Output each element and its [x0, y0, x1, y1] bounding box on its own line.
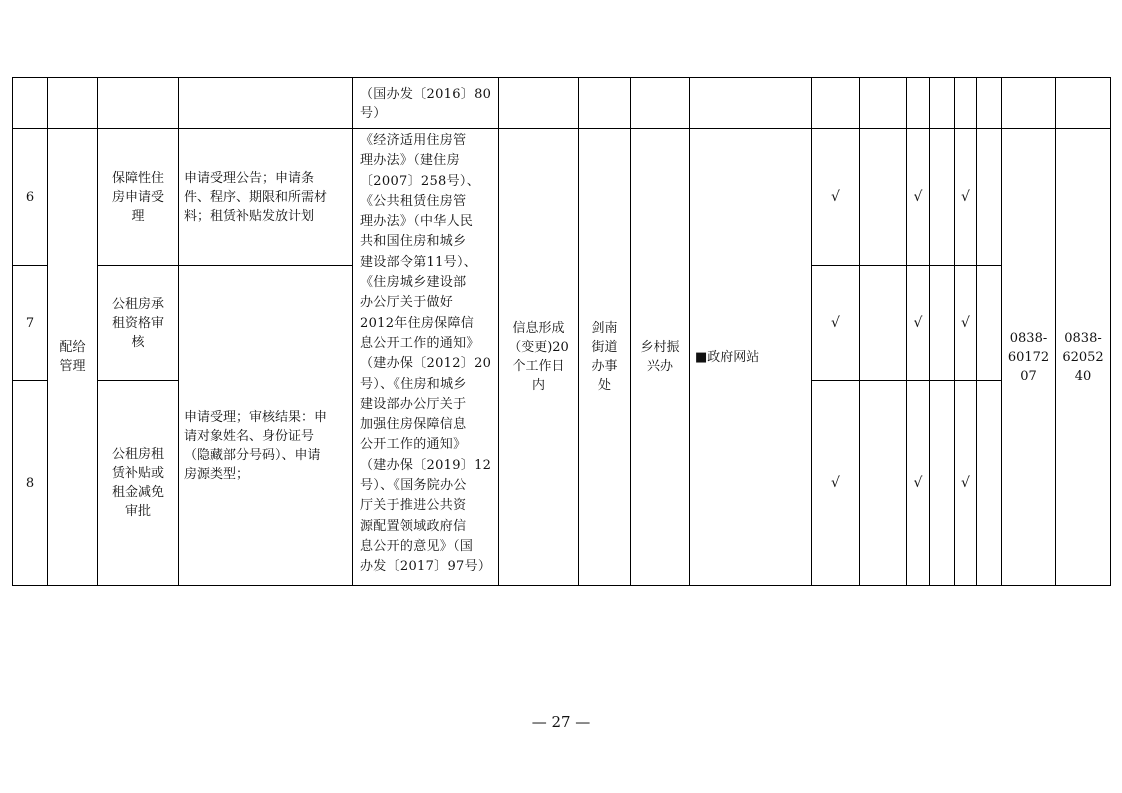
- row-7-blank-3: [977, 266, 1002, 381]
- cell-r0-category: [48, 78, 98, 129]
- cell-r0-basis: （国办发〔2016〕80 号）: [353, 78, 499, 129]
- row-8-check-1: √: [812, 381, 860, 586]
- cell-r0-channel: [690, 78, 812, 129]
- cell-r0-responsible: [631, 78, 690, 129]
- cell-r0-c6: [977, 78, 1002, 129]
- legal-basis-cell: 《经济适用住房管 理办法》（建住房 〔2007〕258号）、 《公共租赁住房管 理办法》（中华人民 共和国住房和城乡 建设部令第11号）、 《住房城乡建设部 办公厅关于做好 2012年住房保障信 息公开工作的通知》 （建办保〔2012〕20 号）、《住房和城乡 建设部办公厅关于 加强住房保障信息 公开工作的通知》 （建办保〔2019〕12 号）、《国务院办公 厅关于推进公共资 源配置领域政府信 息公开的意见》（国 办发〔2017〕97号）: [353, 129, 499, 586]
- row-8-check-2: √: [907, 381, 930, 586]
- phone-1-cell: 0838- 60172 07: [1002, 129, 1056, 586]
- row-7-check-2: √: [907, 266, 930, 381]
- row-7-blank-2: [930, 266, 955, 381]
- row-8-blank-1: [860, 381, 907, 586]
- row-6-check-2: √: [907, 129, 930, 266]
- row-7-check-3: √: [955, 266, 977, 381]
- responsible-dept-cell: 乡村振 兴办: [631, 129, 690, 586]
- cell-r0-c4: [930, 78, 955, 129]
- cell-r0-subject: [579, 78, 631, 129]
- category-cell: 配给 管理: [48, 129, 98, 586]
- cell-r0-content: [179, 78, 353, 129]
- row-8-item: 公租房租 赁补贴或 租金减免 审批: [98, 381, 179, 586]
- disclosure-table: [12, 77, 1111, 586]
- cell-r0-c1: [812, 78, 860, 129]
- row-8-blank-2: [930, 381, 955, 586]
- row-7-check-1: √: [812, 266, 860, 381]
- cell-r0-item: [98, 78, 179, 129]
- cell-r0-no: [13, 78, 48, 129]
- row-6-number: 6: [13, 129, 48, 266]
- row-6-blank-3: [977, 129, 1002, 266]
- cell-r0-phone2: [1056, 78, 1111, 129]
- row-8-number: 8: [13, 381, 48, 586]
- row-7-blank-1: [860, 266, 907, 381]
- row-8-check-3: √: [955, 381, 977, 586]
- row-6-blank-2: [930, 129, 955, 266]
- row-7-number: 7: [13, 266, 48, 381]
- cell-r0-c3: [907, 78, 930, 129]
- row-7-item: 公租房承 租资格审 核: [98, 266, 179, 381]
- row-6-blank-1: [860, 129, 907, 266]
- row-8-blank-3: [977, 381, 1002, 586]
- cell-r0-c2: [860, 78, 907, 129]
- cell-r0-phone1: [1002, 78, 1056, 129]
- disclosure-subject-cell: 剑南 街道 办事 处: [579, 129, 631, 586]
- row-6-check-1: √: [812, 129, 860, 266]
- cell-r0-c5: [955, 78, 977, 129]
- phone-2-cell: 0838- 62052 40: [1056, 129, 1111, 586]
- row-6-check-3: √: [955, 129, 977, 266]
- disclosure-channel-cell: ■政府网站: [690, 129, 812, 586]
- time-limit-cell: 信息形成 （变更)20 个工作日 内: [499, 129, 579, 586]
- page-number: — 27 —: [531, 713, 591, 731]
- row-7-8-content: 申请受理；审核结果：申 请对象姓名、身份证号 （隐藏部分号码）、申请 房源类型；: [179, 266, 353, 586]
- row-6-content: 申请受理公告；申请条 件、程序、期限和所需材 料；租赁补贴发放计划: [179, 129, 353, 266]
- row-6-item: 保障性住 房申请受 理: [98, 129, 179, 266]
- cell-r0-time: [499, 78, 579, 129]
